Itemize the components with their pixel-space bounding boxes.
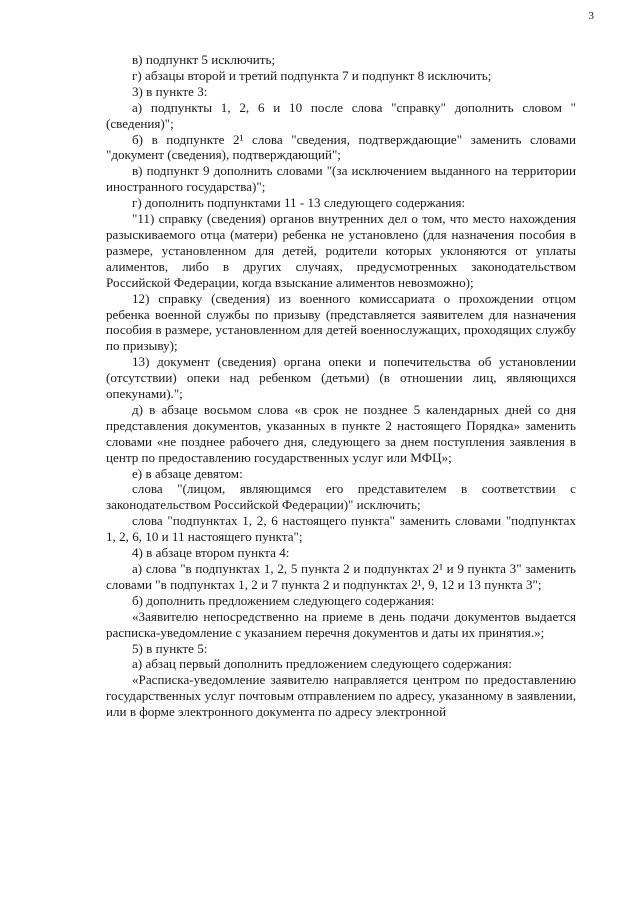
paragraph: а) абзац первый дополнить предложением следующего содержания: bbox=[132, 656, 512, 672]
paragraph: «Заявителю непосредственно на приеме в день подачи документов выдается расписка-уведомление с указанием перечня документов и даты их принятия.»; bbox=[106, 608, 576, 640]
paragraph: д) в абзаце восьмом слова «в срок не позднее 5 календарных дней со дня представления документов, указанных в пункте 2 настоящего Порядка» заменить словами «не позднее рабочего дня, следующего за днем поступления заявления в центр по предоставлению государственных услуг или МФЦ»; bbox=[106, 401, 576, 465]
paragraph: в) подпункт 5 исключить; bbox=[132, 52, 276, 67]
paragraph: е) в абзаце девятом: bbox=[132, 465, 243, 481]
paragraph: а) подпункты 1, 2, 6 и 10 после слова "справку" дополнить словом "(сведения)"; bbox=[106, 99, 576, 131]
paragraph: 3) в пункте 3: bbox=[132, 83, 208, 99]
paragraph: 4) в абзаце втором пункта 4: bbox=[132, 545, 290, 561]
paragraph: "11) справку (сведения) органов внутренних дел о том, что место нахождения разыскиваемого отца (матери) ребенка не установлено (для назначения пособия в размере, установленном для детей, родители которых уклоняются от уплаты алиментов, либо в других случаях, предусмотренных законодательством Российской Федерации, когда взыскание алиментов невозможно); bbox=[106, 211, 576, 290]
paragraph: 13) документ (сведения) органа опеки и попечительства об установлении (отсутствии) опеки над ребенком (детьми) (в отношении лиц, являющихся опекунами)."; bbox=[106, 354, 576, 402]
paragraph: слова "подпунктах 1, 2, 6 настоящего пункта" заменить словами "подпунктах 1, 2, 6, 10 и 11 настоящего пункта"; bbox=[106, 513, 576, 545]
paragraph: г) абзацы второй и третий подпункта 7 и подпункт 8 исключить; bbox=[132, 67, 492, 83]
document-body bbox=[106, 52, 576, 720]
paragraph: г) дополнить подпунктами 11 - 13 следующего содержания: bbox=[132, 195, 466, 211]
paragraph: «Расписка-уведомление заявителю направляется центром по предоставлению государственных услуг почтовым отправлением по адресу, указанному в заявлении, или в форме электронного документа по адресу электронной bbox=[106, 672, 576, 720]
page-number: 3 bbox=[588, 10, 594, 22]
paragraph: а) слова "в подпунктах 1, 2, 5 пункта 2 и подпунктах 2¹ и 9 пункта 3" заменить словами "в подпунктах 1, 2 и 7 пункта 2 и подпунктах 2¹, 9, 12 и 13 пункта 3"; bbox=[106, 561, 576, 592]
paragraph: в) подпункт 9 дополнить словами "(за исключением выданного на территории иностранного государства)"; bbox=[106, 163, 576, 195]
paragraph: 5) в пункте 5: bbox=[132, 640, 208, 656]
paragraph: б) дополнить предложением следующего содержания: bbox=[132, 592, 435, 608]
paragraph: б) в подпункте 2¹ слова "сведения, подтверждающие" заменить словами "документ (сведения), подтверждающий"; bbox=[106, 131, 576, 163]
paragraph: 12) справку (сведения) из военного комиссариата о прохождении отцом ребенка военной службы по призыву (представляется заявителем для назначения пособия в размере, установленном для детей военнослужащих, проходящих службу по призыву); bbox=[106, 290, 576, 354]
paragraph: слова "(лицом, являющимся его представителем в соответствии с законодательством Российской Федерации)" исключить; bbox=[106, 481, 576, 513]
